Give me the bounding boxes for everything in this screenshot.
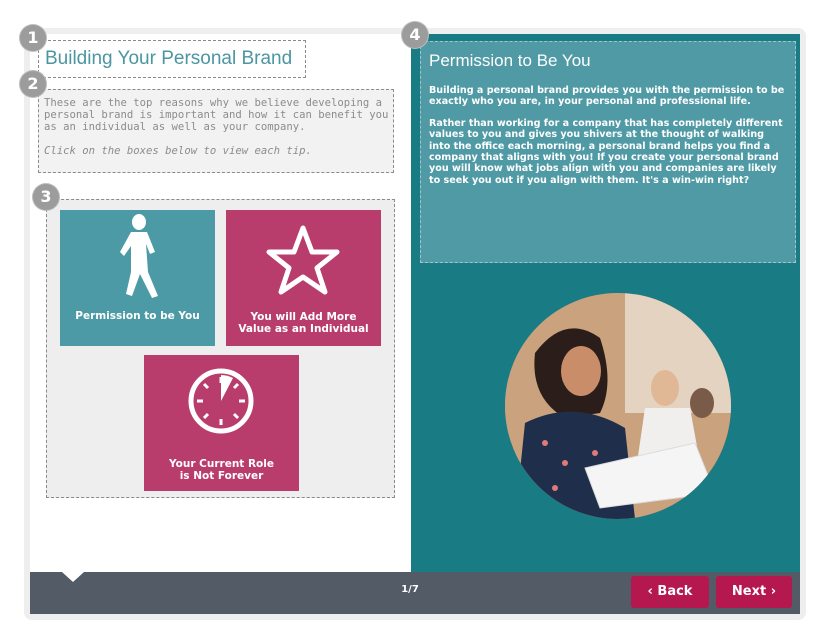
page-indicator: 1/7	[401, 584, 419, 595]
star-icon	[263, 222, 343, 298]
intro-hint: Click on the boxes below to view each tip.	[44, 145, 312, 157]
menu-notch	[62, 572, 84, 582]
intro-text: These are the top reasons why we believe developing a personal brand is important and how it can benefit you as an individual as well as your company.	[44, 97, 389, 133]
chevron-left-icon: ‹	[647, 584, 653, 599]
callout-marker-2: 2	[20, 71, 46, 97]
tile-label-line1: You will Add More	[250, 311, 357, 323]
tip-detail-panel	[420, 41, 796, 263]
tile-add-more-value[interactable]	[226, 210, 381, 346]
photo-illustration	[505, 293, 731, 519]
callout-marker-1: 1	[20, 25, 46, 51]
intro-text-box	[38, 89, 394, 173]
photo-woman-reading	[505, 293, 731, 519]
chevron-right-icon: ›	[770, 584, 777, 599]
tip-detail-paragraph: Building a personal brand provides you with the permission to be exactly who you are, in your personal and professional life.	[429, 85, 785, 108]
tile-label: Permission to be You	[75, 310, 200, 322]
tile-label-line2: is Not Forever	[179, 470, 264, 482]
clock-icon	[181, 361, 261, 441]
tile-label-line1: Your Current Role	[169, 458, 274, 470]
next-button[interactable]	[716, 576, 792, 608]
callout-marker-4: 4	[402, 22, 428, 48]
tip-detail-title: Permission to Be You	[429, 51, 591, 70]
tile-current-role[interactable]	[144, 355, 299, 491]
back-button-label: Back	[657, 584, 693, 599]
tile-label-line2: Value as an Individual	[238, 323, 369, 335]
back-button[interactable]	[631, 576, 709, 608]
next-button-label: Next	[731, 584, 767, 599]
tip-detail-paragraph: Rather than working for a company that has completely different values to you and gives you shivers at the thought of walking into the office each morning, a personal brand helps you find a company that aligns with you! If you create your personal brand you will know what jobs align with you and companies are likely to seek you out if you align with them. It's a win-win right?	[429, 117, 783, 186]
callout-marker-3: 3	[33, 184, 59, 210]
page-title: Building Your Personal Brand	[38, 40, 306, 78]
person-icon	[98, 212, 178, 302]
tile-permission-to-be-you[interactable]	[60, 210, 215, 346]
